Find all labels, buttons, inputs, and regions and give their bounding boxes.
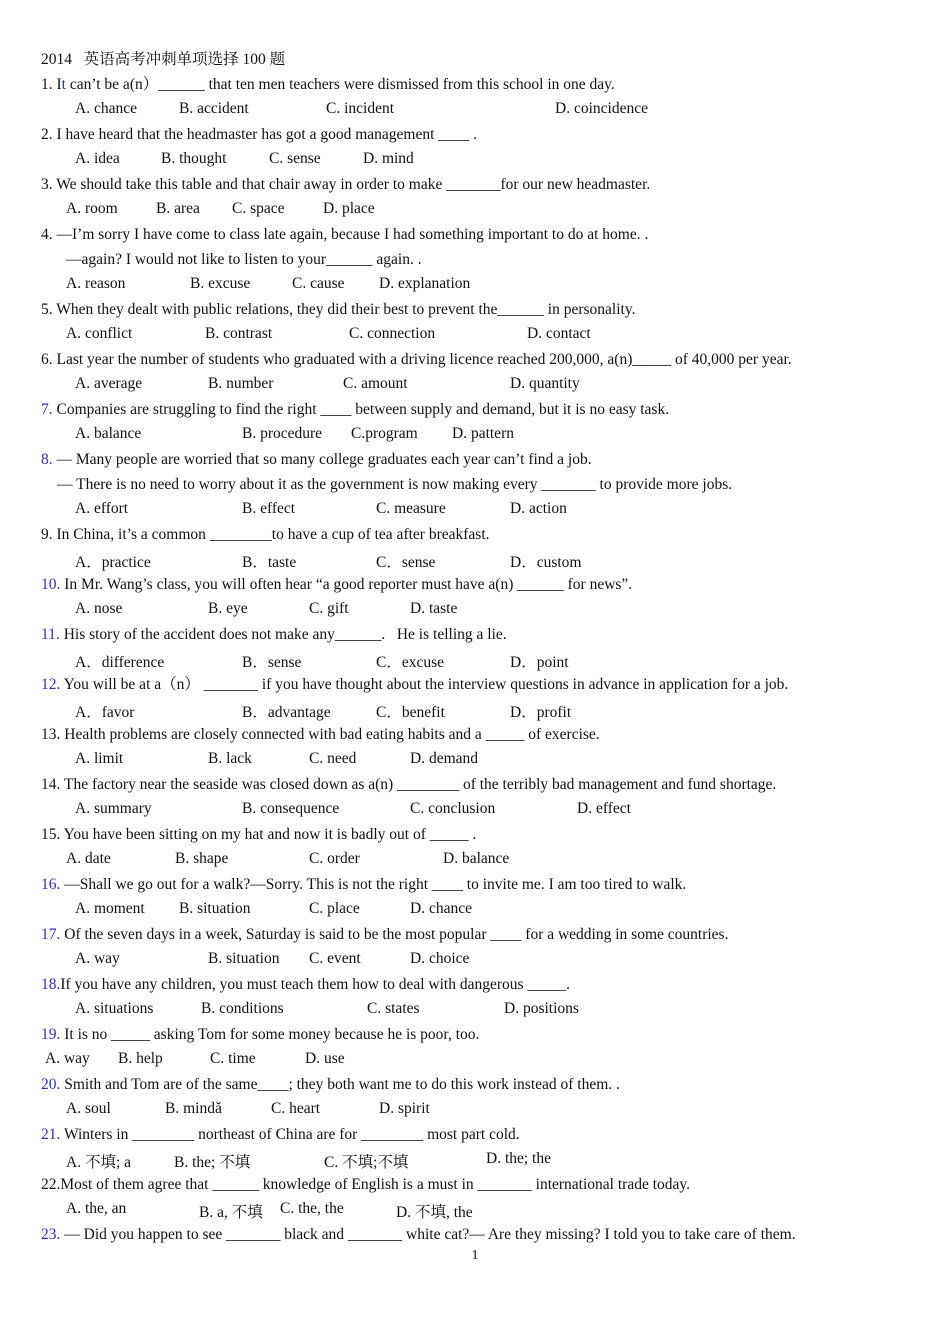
option-a: A. effort [75, 500, 129, 517]
option-b: B. effect [242, 500, 296, 517]
question-12-options [0, 700, 900, 720]
question-number: 10. [41, 576, 61, 593]
question-number: 13. [41, 726, 61, 743]
option-a: A. limit [75, 750, 124, 767]
question-number: 14. [41, 776, 61, 793]
option-d: D. balance [443, 850, 510, 867]
option-c: C.program [351, 425, 418, 442]
question-text: I have heard that the headmaster has got a good management ____ . [52, 126, 478, 143]
option-d: D. chance [410, 900, 472, 917]
page-number: 1 [471, 1248, 479, 1263]
option-d: D. choice [410, 950, 470, 967]
question-number: 21. [41, 1126, 61, 1143]
option-c: C. place [309, 900, 360, 917]
option-c: C. time [210, 1050, 256, 1067]
question-9-options [0, 550, 900, 570]
question-text: Smith and Tom are of the same____; they both want me to do this work instead of them. . [60, 1076, 620, 1093]
option-a: A. date [66, 850, 111, 867]
option-b: B. accident [179, 100, 249, 117]
option-d: D. mind [363, 150, 414, 167]
option-b: B. number [208, 375, 274, 392]
option-b: B. mindǎ [165, 1100, 222, 1117]
question-number: 9. [41, 526, 53, 543]
question-text: Most of them agree that ______ knowledge of English is a must in _______ international trade today. [60, 1176, 691, 1193]
option-a: A．difference [75, 654, 165, 671]
question-text: —Shall we go out for a walk?—Sorry. This is not the right ____ to invite me. I am too tired to walk. [60, 876, 687, 893]
option-d: D. use [305, 1050, 345, 1067]
option-c: C. gift [309, 600, 349, 617]
question-20-options [0, 1100, 900, 1120]
option-b: B. a, 不填 [199, 1204, 263, 1221]
question-number: 5. [41, 301, 53, 318]
option-b: B．advantage [242, 704, 331, 721]
option-a: A. situations [75, 1000, 154, 1017]
question-text: It is no _____ asking Tom for some money because he is poor, too. [60, 1026, 480, 1043]
question-18-options [0, 1000, 900, 1020]
option-d: D. place [323, 200, 375, 217]
option-c: C. sense [269, 150, 321, 167]
question-6-options [0, 375, 900, 395]
option-d: D．custom [510, 554, 582, 571]
option-b: B. eye [208, 600, 248, 617]
question-8 [41, 450, 592, 470]
question-11 [41, 625, 507, 645]
question-16 [41, 875, 686, 895]
question-number: 23. [41, 1226, 61, 1243]
option-c: C. incident [326, 100, 395, 117]
question-number: 12. [41, 676, 61, 693]
question-text: In China, it’s a common ________to have a cup of tea after breakfast. [52, 526, 490, 543]
option-c: C. space [232, 200, 285, 217]
option-a: A. average [75, 375, 143, 392]
option-b: B．sense [242, 654, 302, 671]
question-15 [41, 825, 476, 845]
doc-title: 2014 英语高考冲刺单项选择 100 题 [41, 51, 286, 68]
option-c: C．excuse [376, 654, 445, 671]
option-d: D. contact [527, 325, 591, 342]
question-text: — Many people are worried that so many college graduates each year can’t find a job. [52, 451, 592, 468]
option-d: D. demand [410, 750, 479, 767]
question-22-options [0, 1200, 900, 1220]
question-14-options [0, 800, 900, 820]
question-text: Winters in ________ northeast of China are for ________ most part cold. [60, 1126, 520, 1143]
question-8-options [0, 500, 900, 520]
question-10 [41, 575, 632, 595]
question-13-options [0, 750, 900, 770]
option-d: D. coincidence [555, 100, 648, 117]
question-number: 7. [41, 401, 53, 418]
option-a: A. idea [75, 150, 120, 167]
option-c: C. states [367, 1000, 420, 1017]
question-number: 20. [41, 1076, 61, 1093]
option-d: D. 不填, the [396, 1204, 473, 1221]
option-b: B. situation [179, 900, 251, 917]
option-b: B. lack [208, 750, 252, 767]
question-number: 8. [41, 451, 53, 468]
option-a: A. conflict [66, 325, 133, 342]
question-13 [41, 725, 600, 745]
option-c: C. conclusion [410, 800, 496, 817]
option-d: D．profit [510, 704, 572, 721]
question-number: 6. [41, 351, 53, 368]
question-10-options [0, 600, 900, 620]
option-c: C．benefit [376, 704, 445, 721]
option-c: C．sense [376, 554, 436, 571]
option-c: C. cause [292, 275, 345, 292]
option-c: C. amount [343, 375, 408, 392]
question-19-options [0, 1050, 900, 1070]
option-d: D. effect [577, 800, 631, 817]
question-number: 16. [41, 876, 61, 893]
option-b: B. excuse [190, 275, 251, 292]
question-12 [41, 675, 788, 695]
question-text: His story of the accident does not make any______. He is telling a lie. [59, 626, 507, 643]
question-text: We should take this table and that chair away in order to make _______for our new headmaster. [52, 176, 651, 193]
question-9 [41, 525, 490, 545]
question-text: The factory near the seaside was closed down as a(n) ________ of the terribly bad management and fund shortage. [60, 776, 777, 793]
option-d: D．point [510, 654, 569, 671]
option-c: C. the, the [280, 1200, 344, 1217]
option-b: B. consequence [242, 800, 340, 817]
question-text: When they dealt with public relations, they did their best to prevent the______ in personality. [52, 301, 636, 318]
question-text: —I’m sorry I have come to class late again, because I had something important to do at home. . [52, 226, 649, 243]
question-text-prefix: I [56, 76, 62, 93]
question-number: 1. [41, 76, 53, 93]
question-19 [41, 1025, 479, 1045]
question-number: 11. [41, 626, 60, 643]
question-20 [41, 1075, 620, 1095]
question-17-options [0, 950, 900, 970]
question-23 [41, 1225, 796, 1245]
option-a: A. nose [75, 600, 123, 617]
question-number: 22. [41, 1176, 61, 1193]
option-d: D. action [510, 500, 567, 517]
question-text: If you have any children, you must teach them how to deal with dangerous _____. [60, 976, 571, 993]
question-number: 18. [41, 976, 61, 993]
option-b: B. procedure [242, 425, 323, 442]
question-21-options [0, 1150, 900, 1170]
option-b: B. shape [175, 850, 229, 867]
option-d: D. pattern [452, 425, 514, 442]
question-8-dialog-line: — There is no need to worry about it as the government is now making every _______ to provide more jobs. [57, 476, 733, 493]
option-a: A. room [66, 200, 118, 217]
option-b: B. conditions [201, 1000, 284, 1017]
option-b: B. the; 不填 [174, 1154, 251, 1171]
question-7 [41, 400, 669, 420]
option-a: A．favor [75, 704, 135, 721]
question-4-dialog-line: —again? I would not like to listen to your______ again. . [66, 251, 422, 268]
question-1-options [0, 100, 900, 120]
question-3-options [0, 200, 900, 220]
option-c: C. heart [271, 1100, 321, 1117]
question-5 [41, 300, 635, 320]
option-c: C. need [309, 750, 357, 767]
question-21 [41, 1125, 520, 1145]
question-text: Health problems are closely connected with bad eating habits and a _____ of exercise. [60, 726, 600, 743]
question-text: In Mr. Wang’s class, you will often hear “a good reporter must have a(n) ______ for news”. [60, 576, 633, 593]
question-5-options [0, 325, 900, 345]
question-2-options [0, 150, 900, 170]
question-number: 2. [41, 126, 53, 143]
option-c: C. order [309, 850, 360, 867]
question-text: can’t be a(n）______ that ten men teachers were dismissed from this school in one day. [65, 76, 615, 93]
question-text-highlight: t [61, 76, 66, 93]
option-b: B. contrast [205, 325, 273, 342]
option-d: D. positions [504, 1000, 579, 1017]
question-3 [41, 175, 650, 195]
question-text: Of the seven days in a week, Saturday is said to be the most popular ____ for a wedding in some countries. [60, 926, 729, 943]
option-a: A. way [75, 950, 120, 967]
question-18 [41, 975, 570, 995]
option-a: A. summary [75, 800, 152, 817]
question-text: — Did you happen to see _______ black and _______ white cat?— Are they missing? I told you to take care of them. [60, 1226, 796, 1243]
question-1 [41, 75, 615, 95]
option-c: C. event [309, 950, 361, 967]
option-a: A．practice [75, 554, 151, 571]
question-text: You will be at a（n） _______ if you have thought about the interview questions in advance in application for a job. [60, 676, 789, 693]
option-d: D. spirit [379, 1100, 430, 1117]
question-2 [41, 125, 477, 145]
option-d: D. quantity [510, 375, 580, 392]
option-c: C. connection [349, 325, 436, 342]
option-a: A. moment [75, 900, 145, 917]
option-a: A. balance [75, 425, 142, 442]
option-d: D. taste [410, 600, 458, 617]
option-a: A. soul [66, 1100, 111, 1117]
option-b: B. situation [208, 950, 280, 967]
option-a: A. way [45, 1050, 90, 1067]
question-number: 19. [41, 1026, 61, 1043]
question-text: You have been sitting on my hat and now it is badly out of _____ . [60, 826, 477, 843]
option-b: B．taste [242, 554, 297, 571]
question-17 [41, 925, 728, 945]
option-b: B. area [156, 200, 200, 217]
option-c: C. measure [376, 500, 446, 517]
question-text: Last year the number of students who graduated with a driving licence reached 200,000, a(n)_____ of 40,000 per year. [52, 351, 792, 368]
question-14 [41, 775, 776, 795]
question-text: Companies are struggling to find the right ____ between supply and demand, but it is no easy task. [52, 401, 670, 418]
option-d: D. explanation [379, 275, 471, 292]
option-b: B. thought [161, 150, 227, 167]
option-b: B. help [118, 1050, 163, 1067]
question-15-options [0, 850, 900, 870]
question-6 [41, 350, 792, 370]
question-11-options [0, 650, 900, 670]
question-22 [41, 1175, 690, 1195]
question-number: 3. [41, 176, 53, 193]
option-c: C. 不填;不填 [324, 1154, 409, 1171]
option-d: D. the; the [486, 1150, 551, 1167]
question-number: 17. [41, 926, 61, 943]
option-a: A. reason [66, 275, 126, 292]
option-a: A. chance [75, 100, 137, 117]
option-a: A. the, an [66, 1200, 127, 1217]
question-4-options [0, 275, 900, 295]
question-4 [41, 225, 648, 245]
question-number: 4. [41, 226, 53, 243]
option-a: A. 不填; a [66, 1154, 132, 1171]
question-7-options [0, 425, 900, 445]
question-16-options [0, 900, 900, 920]
question-number: 15. [41, 826, 61, 843]
